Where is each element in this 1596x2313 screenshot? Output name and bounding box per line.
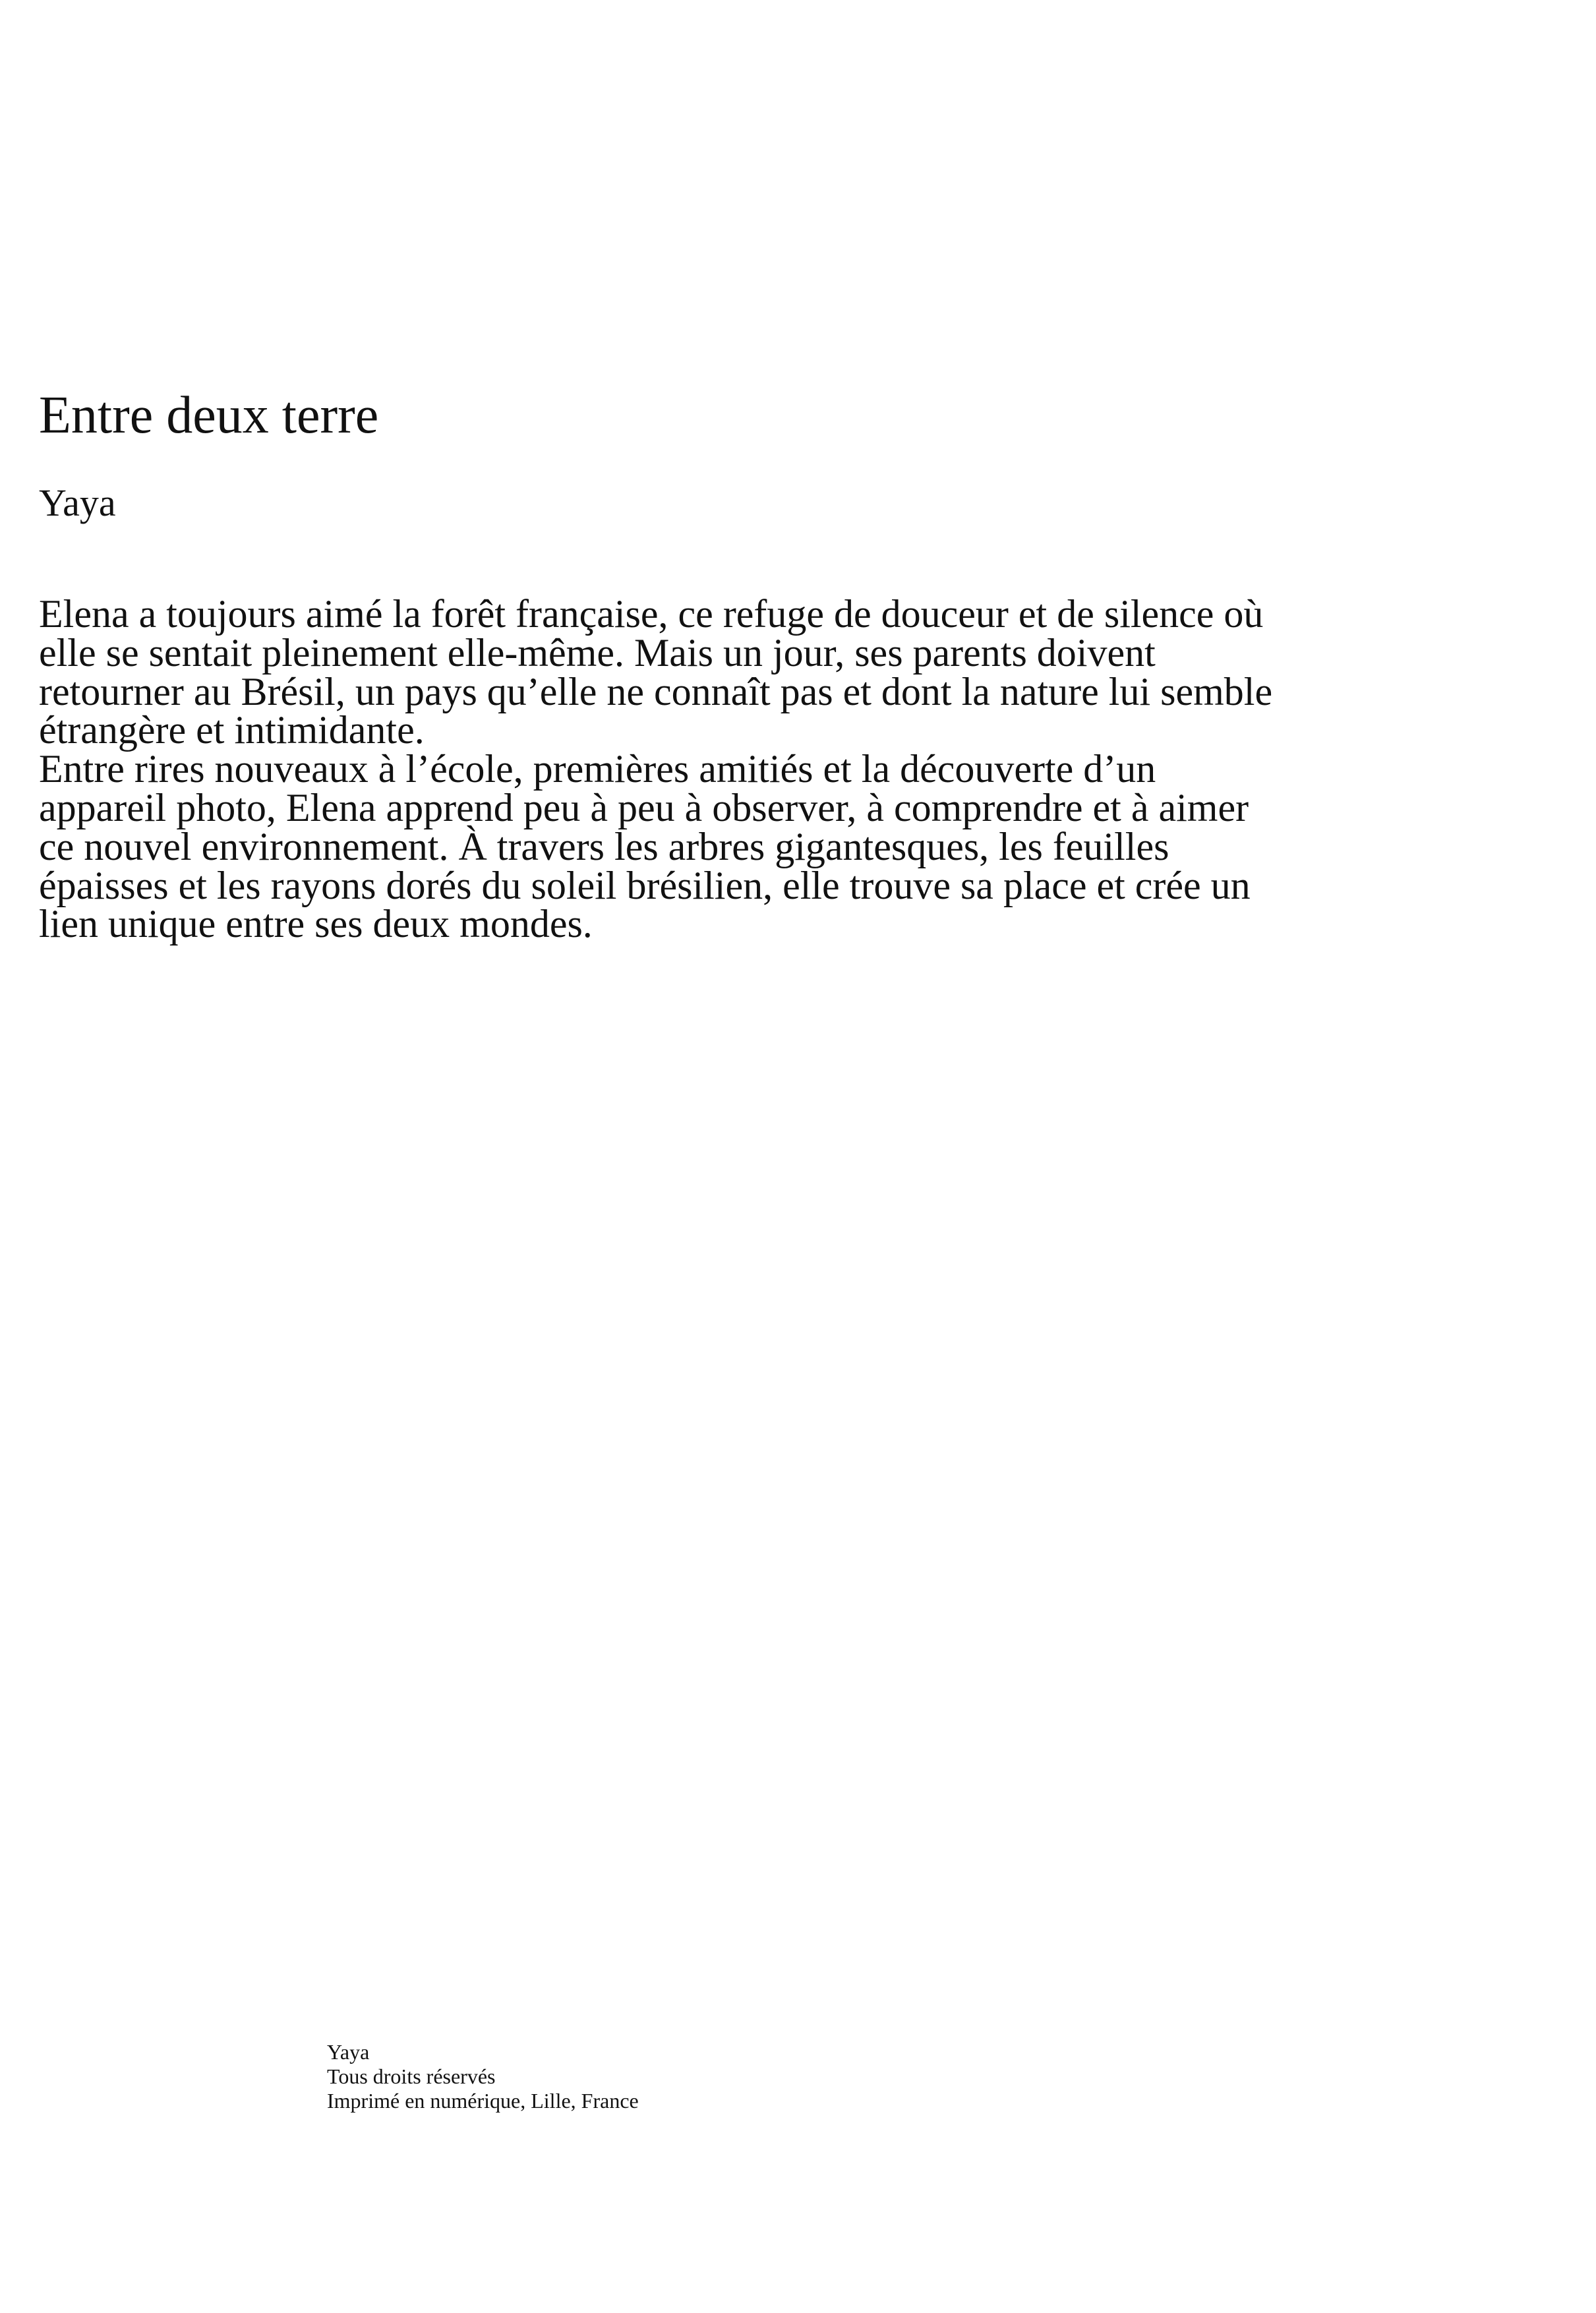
colophon-printing: Imprimé en numérique, Lille, France: [327, 2089, 639, 2113]
colophon-rights: Tous droits réservés: [327, 2064, 496, 2088]
colophon: [327, 2040, 639, 2113]
back-cover-blurb: [39, 592, 1278, 946]
colophon-author: Yaya: [327, 2040, 370, 2064]
book-author: Yaya: [39, 481, 116, 524]
blurb-paragraph: Elena a toujours aimé la forêt française, ce refuge de douceur et de silence où elle se sentait pleinement elle-même. Mais un jour, ses parents doivent retourner au Brésil, un pays qu’elle ne connaît pas et dont la nature lui semble étrangère et intimidante.: [39, 592, 1273, 752]
blurb-paragraph: Entre rires nouveaux à l’école, premières amitiés et la découverte d’un appareil photo, Elena apprend peu à peu à observer, à comprendre et à aimer ce nouvel environnement. À travers les arbres gigantesques, les feuilles épaisses et les rayons dorés du soleil brésilien, elle trouve sa place et crée un lien unique entre ses deux mondes.: [39, 747, 1251, 946]
book-title: Entre deux terre: [39, 386, 379, 444]
